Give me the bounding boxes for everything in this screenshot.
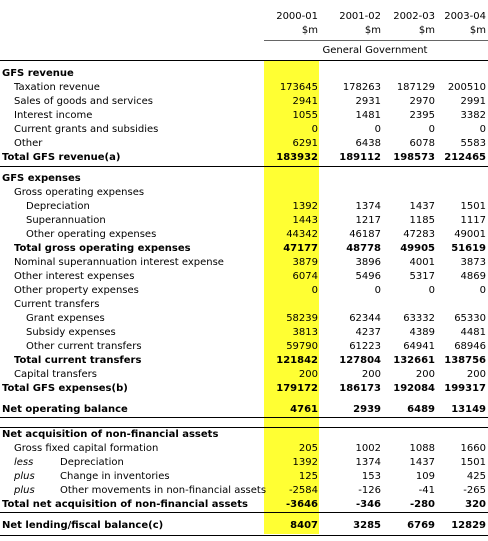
cell-year-0: 44342 [286,229,318,240]
table-row [0,519,488,533]
row-label: Net operating balance [2,404,128,415]
unit-header-1: $m [364,25,381,36]
cell-year-2: 1185 [409,215,435,226]
cell-year-1: 1481 [355,110,381,121]
table-row [0,109,488,123]
table-row [0,186,488,200]
cell-year-1: 186173 [339,383,381,394]
table-row [0,298,488,312]
table-row [0,326,488,340]
cell-year-2: 49905 [400,243,435,254]
cell-year-0: 183932 [276,152,318,163]
cell-year-2: 6769 [407,520,435,531]
table-row [0,498,488,512]
row-label: Other current transfers [26,341,142,352]
row-label: Nominal superannuation interest expense [14,257,224,268]
cell-year-2: 4001 [409,257,435,268]
cell-year-3: 0 [479,124,486,135]
cell-year-3: 65330 [454,313,486,324]
cell-year-0: 0 [311,285,318,296]
cell-year-1: 1002 [355,443,381,454]
sector-label: General Government [322,45,428,56]
row-label: Change in inventories [60,471,170,482]
cell-year-3: 425 [466,471,486,482]
cell-year-2: 1088 [409,443,435,454]
unit-header-0: $m [301,25,318,36]
cell-year-3: -265 [463,485,486,496]
cell-year-1: 4237 [355,327,381,338]
header-divider [264,40,488,41]
row-label: Total GFS revenue(a) [2,152,121,163]
cell-year-1: 5496 [355,271,381,282]
table-row [0,442,488,456]
cell-year-3: 1501 [460,457,486,468]
row-label: Total current transfers [14,355,142,366]
cell-year-0: 4761 [290,404,318,415]
cell-year-0: 0 [311,124,318,135]
row-label: Gross operating expenses [14,187,145,198]
cell-year-0: 58239 [286,313,318,324]
section-rule [0,512,488,513]
cell-year-0: 6291 [292,138,318,149]
row-label: Grant expenses [26,313,105,324]
cell-year-0: 3879 [292,257,318,268]
cell-year-3: 3382 [460,110,486,121]
cell-year-2: 6078 [409,138,435,149]
year-header-3: 2003-04 [444,11,486,22]
row-label: Net acquisition of non-financial assets [2,429,219,440]
table-row [0,403,488,417]
row-label: Other property expenses [14,285,139,296]
cell-year-3: 4869 [460,271,486,282]
cell-year-3: 51619 [451,243,486,254]
cell-year-3: 12829 [451,520,486,531]
table-row [0,172,488,186]
cell-year-3: 320 [465,499,486,510]
cell-year-3: 200510 [447,82,486,93]
row-qualifier: plus [14,471,35,482]
cell-year-1: 178263 [342,82,381,93]
cell-year-3: 49001 [454,229,486,240]
row-label: Other operating expenses [26,229,157,240]
cell-year-0: 3813 [292,327,318,338]
table-row [0,340,488,354]
cell-year-2: 109 [415,471,435,482]
cell-year-1: 3285 [353,520,381,531]
cell-year-1: 1217 [355,215,381,226]
year-header-0: 2000-01 [276,11,318,22]
cell-year-0: 2941 [292,96,318,107]
table-row [0,312,488,326]
cell-year-0: 121842 [276,355,318,366]
cell-year-3: 2991 [460,96,486,107]
cell-year-1: 2939 [353,404,381,415]
cell-year-0: 1392 [292,457,318,468]
table-row [0,200,488,214]
cell-year-1: 153 [361,471,381,482]
table-row [0,382,488,396]
cell-year-0: 8407 [290,520,318,531]
table-row [0,137,488,151]
unit-header-2: $m [418,25,435,36]
table-row [0,228,488,242]
top-rule [0,60,488,61]
cell-year-2: -280 [409,499,435,510]
cell-year-1: 1374 [355,201,381,212]
cell-year-2: 63332 [403,313,435,324]
table-row [0,67,488,81]
cell-year-2: 64941 [403,341,435,352]
row-label: Depreciation [26,201,90,212]
cell-year-2: 6489 [407,404,435,415]
cell-year-0: 47177 [283,243,318,254]
row-label: Superannuation [26,215,106,226]
row-label: Taxation revenue [14,82,100,93]
cell-year-0: 1392 [292,201,318,212]
row-label: Other [14,138,43,149]
cell-year-2: 0 [428,124,435,135]
table-row [0,123,488,137]
cell-year-1: 46187 [349,229,381,240]
cell-year-1: -126 [358,485,381,496]
table-row [0,256,488,270]
cell-year-2: 192084 [393,383,435,394]
cell-year-2: 4389 [409,327,435,338]
row-label: Interest income [14,110,93,121]
row-qualifier: plus [14,485,35,496]
cell-year-1: 6438 [355,138,381,149]
cell-year-2: 5317 [409,271,435,282]
cell-year-2: 1437 [409,457,435,468]
table-row [0,368,488,382]
cell-year-2: 187129 [396,82,435,93]
year-header-2: 2002-03 [393,11,435,22]
table-row [0,284,488,298]
table-row [0,270,488,284]
cell-year-1: 61223 [349,341,381,352]
row-label: GFS expenses [2,173,81,184]
cell-year-1: 48778 [346,243,381,254]
row-label: Total GFS expenses(b) [2,383,128,394]
table-row [0,242,488,256]
table-row [0,95,488,109]
cell-year-0: 1055 [292,110,318,121]
row-label: Other interest expenses [14,271,135,282]
cell-year-2: 200 [415,369,435,380]
row-label: Current transfers [14,299,100,310]
year-header-1: 2001-02 [339,11,381,22]
cell-year-2: 2395 [409,110,435,121]
cell-year-0: 173645 [279,82,318,93]
row-label: Sales of goods and services [14,96,153,107]
row-label: Current grants and subsidies [14,124,159,135]
cell-year-3: 5583 [460,138,486,149]
cell-year-1: 200 [361,369,381,380]
cell-year-2: -41 [418,485,435,496]
cell-year-3: 68946 [454,341,486,352]
cell-year-1: 189112 [339,152,381,163]
cell-year-1: 3896 [355,257,381,268]
row-label: GFS revenue [2,68,74,79]
row-label: Net lending/fiscal balance(c) [2,520,164,531]
cell-year-0: 59790 [286,341,318,352]
cell-year-1: -346 [355,499,381,510]
table-row [0,428,488,442]
cell-year-3: 200 [466,369,486,380]
cell-year-1: 1374 [355,457,381,468]
cell-year-2: 1437 [409,201,435,212]
table-row [0,214,488,228]
row-label: Subsidy expenses [26,327,116,338]
table-row [0,151,488,165]
unit-header-3: $m [469,25,486,36]
row-label: Other movements in non-financial assets [60,485,267,496]
cell-year-0: -3646 [286,499,318,510]
table-row [0,470,488,484]
table-row [0,354,488,368]
cell-year-3: 1501 [460,201,486,212]
table-row [0,81,488,95]
cell-year-0: 1443 [292,215,318,226]
cell-year-1: 0 [374,124,381,135]
cell-year-0: 200 [298,369,318,380]
cell-year-3: 4481 [460,327,486,338]
cell-year-0: 205 [298,443,318,454]
bottom-rule [0,535,488,536]
cell-year-2: 132661 [393,355,435,366]
cell-year-3: 199317 [444,383,486,394]
section-rule [0,417,488,418]
cell-year-2: 0 [428,285,435,296]
row-label: Total gross operating expenses [14,243,191,254]
cell-year-3: 1660 [460,443,486,454]
cell-year-3: 3873 [460,257,486,268]
row-label: Capital transfers [14,369,97,380]
section-rule [0,166,488,167]
cell-year-3: 138756 [444,355,486,366]
cell-year-1: 0 [374,285,381,296]
cell-year-1: 2931 [355,96,381,107]
row-label: Gross fixed capital formation [14,443,159,454]
cell-year-0: 179172 [276,383,318,394]
section-rule [0,427,488,428]
table-row [0,484,488,498]
row-label: Total net acquisition of non-financial assets [2,499,248,510]
cell-year-0: 6074 [292,271,318,282]
cell-year-1: 127804 [339,355,381,366]
cell-year-2: 2970 [409,96,435,107]
cell-year-1: 62344 [349,313,381,324]
row-qualifier: less [14,457,34,468]
cell-year-0: 125 [298,471,318,482]
cell-year-3: 1117 [460,215,486,226]
row-label: Depreciation [60,457,124,468]
cell-year-3: 13149 [451,404,486,415]
cell-year-3: 0 [479,285,486,296]
cell-year-3: 212465 [444,152,486,163]
cell-year-2: 198573 [393,152,435,163]
table-row [0,456,488,470]
cell-year-2: 47283 [403,229,435,240]
cell-year-0: -2584 [288,485,318,496]
